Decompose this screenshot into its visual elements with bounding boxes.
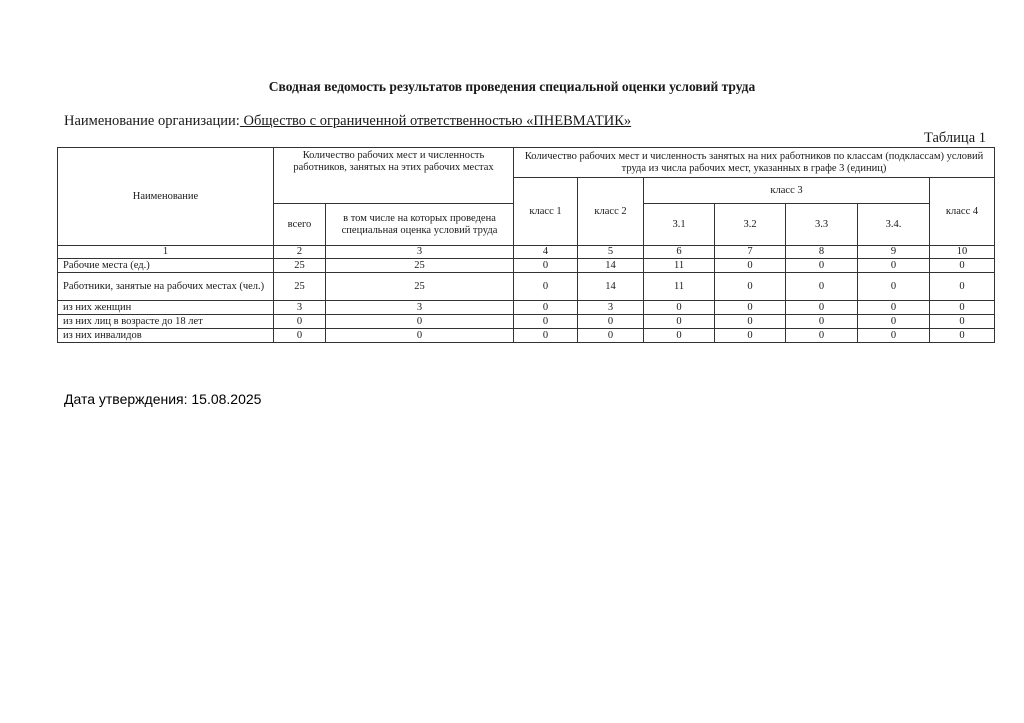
table-cell: 0: [930, 273, 995, 301]
table-cell: 0: [514, 259, 578, 273]
table-cell: 25: [274, 259, 326, 273]
table-cell: 0: [930, 301, 995, 315]
header-class4: класс 4: [930, 178, 995, 246]
table-cell: 0: [715, 301, 786, 315]
column-numbers-row: [58, 246, 995, 259]
table-cell: 14: [578, 273, 644, 301]
header-group-workplaces: Количество рабочих мест и численность работников, занятых на этих рабочих местах: [274, 148, 514, 204]
table-cell: 11: [644, 259, 715, 273]
table-cell: 0: [786, 301, 858, 315]
table-cell: 0: [930, 259, 995, 273]
table-cell: 0: [786, 273, 858, 301]
organization-line: [64, 113, 631, 130]
table-cell: 0: [858, 329, 930, 343]
table-cell: 0: [644, 301, 715, 315]
table-cell: 0: [858, 315, 930, 329]
header-total: всего: [274, 204, 326, 246]
approval-date: Дата утверждения: 15.08.2025: [64, 391, 262, 407]
organization-name: Общество с ограниченной ответственностью «ПНЕВМАТИК»: [239, 113, 632, 129]
row-label: из них женщин: [58, 301, 274, 315]
table-cell: 0: [274, 315, 326, 329]
header-assessed: в том числе на которых проведена специальная оценка условий труда: [326, 204, 514, 246]
table-cell: 0: [274, 329, 326, 343]
header-sub-3-1: 3.1: [644, 204, 715, 246]
table-cell: 0: [578, 329, 644, 343]
header-class1: класс 1: [514, 178, 578, 246]
table-cell: 0: [715, 259, 786, 273]
table-cell: 0: [326, 315, 514, 329]
table-row: [58, 315, 995, 329]
table-cell: 25: [326, 259, 514, 273]
column-number: 6: [644, 246, 715, 259]
organization-label: Наименование организации:: [64, 113, 240, 129]
table-cell: 0: [644, 315, 715, 329]
table-cell: 0: [715, 273, 786, 301]
header-sub-3-4: 3.4.: [858, 204, 930, 246]
table-cell: 0: [644, 329, 715, 343]
column-number: 3: [326, 246, 514, 259]
column-number: 9: [858, 246, 930, 259]
table-cell: 25: [274, 273, 326, 301]
row-label: Рабочие места (ед.): [58, 259, 274, 273]
table-cell: 0: [578, 315, 644, 329]
table-cell: 0: [858, 301, 930, 315]
table-row: [58, 259, 995, 273]
table-cell: 0: [514, 329, 578, 343]
summary-table: [57, 147, 995, 343]
document-title: Сводная ведомость результатов проведения специальной оценки условий труда: [268, 79, 756, 94]
table-cell: 0: [786, 259, 858, 273]
table-cell: 14: [578, 259, 644, 273]
column-number: 1: [58, 246, 274, 259]
table-cell: 3: [578, 301, 644, 315]
table-cell: 3: [326, 301, 514, 315]
table-cell: 0: [858, 273, 930, 301]
table-row: [58, 273, 995, 301]
table-cell: 3: [274, 301, 326, 315]
table-cell: 0: [930, 315, 995, 329]
header-group-classes: Количество рабочих мест и численность занятых на них работников по классам (подклассам) условий труда из числа рабочих мест, указанных в графе 3 (единиц): [514, 148, 995, 178]
table-cell: 0: [514, 273, 578, 301]
column-number: 2: [274, 246, 326, 259]
header-sub-3-3: 3.3: [786, 204, 858, 246]
table-cell: 0: [715, 315, 786, 329]
table-cell: 0: [930, 329, 995, 343]
header-name: Наименование: [58, 148, 274, 246]
table-number: Таблица 1: [923, 130, 986, 146]
row-label: Работники, занятые на рабочих местах (чел.): [58, 273, 274, 301]
row-label: из них инвалидов: [58, 329, 274, 343]
table-cell: 0: [514, 315, 578, 329]
header-sub-3-2: 3.2: [715, 204, 786, 246]
table-row: [58, 329, 995, 343]
column-number: 10: [930, 246, 995, 259]
table-cell: 11: [644, 273, 715, 301]
column-number: 5: [578, 246, 644, 259]
column-number: 4: [514, 246, 578, 259]
table-cell: 0: [715, 329, 786, 343]
table-cell: 0: [786, 315, 858, 329]
column-number: 8: [786, 246, 858, 259]
table-cell: 0: [326, 329, 514, 343]
table-row: [58, 301, 995, 315]
column-number: 7: [715, 246, 786, 259]
table-cell: 0: [786, 329, 858, 343]
table-cell: 0: [514, 301, 578, 315]
row-label: из них лиц в возрасте до 18 лет: [58, 315, 274, 329]
table-cell: 0: [858, 259, 930, 273]
header-class2: класс 2: [578, 178, 644, 246]
header-class3: класс 3: [644, 178, 930, 204]
table-cell: 25: [326, 273, 514, 301]
